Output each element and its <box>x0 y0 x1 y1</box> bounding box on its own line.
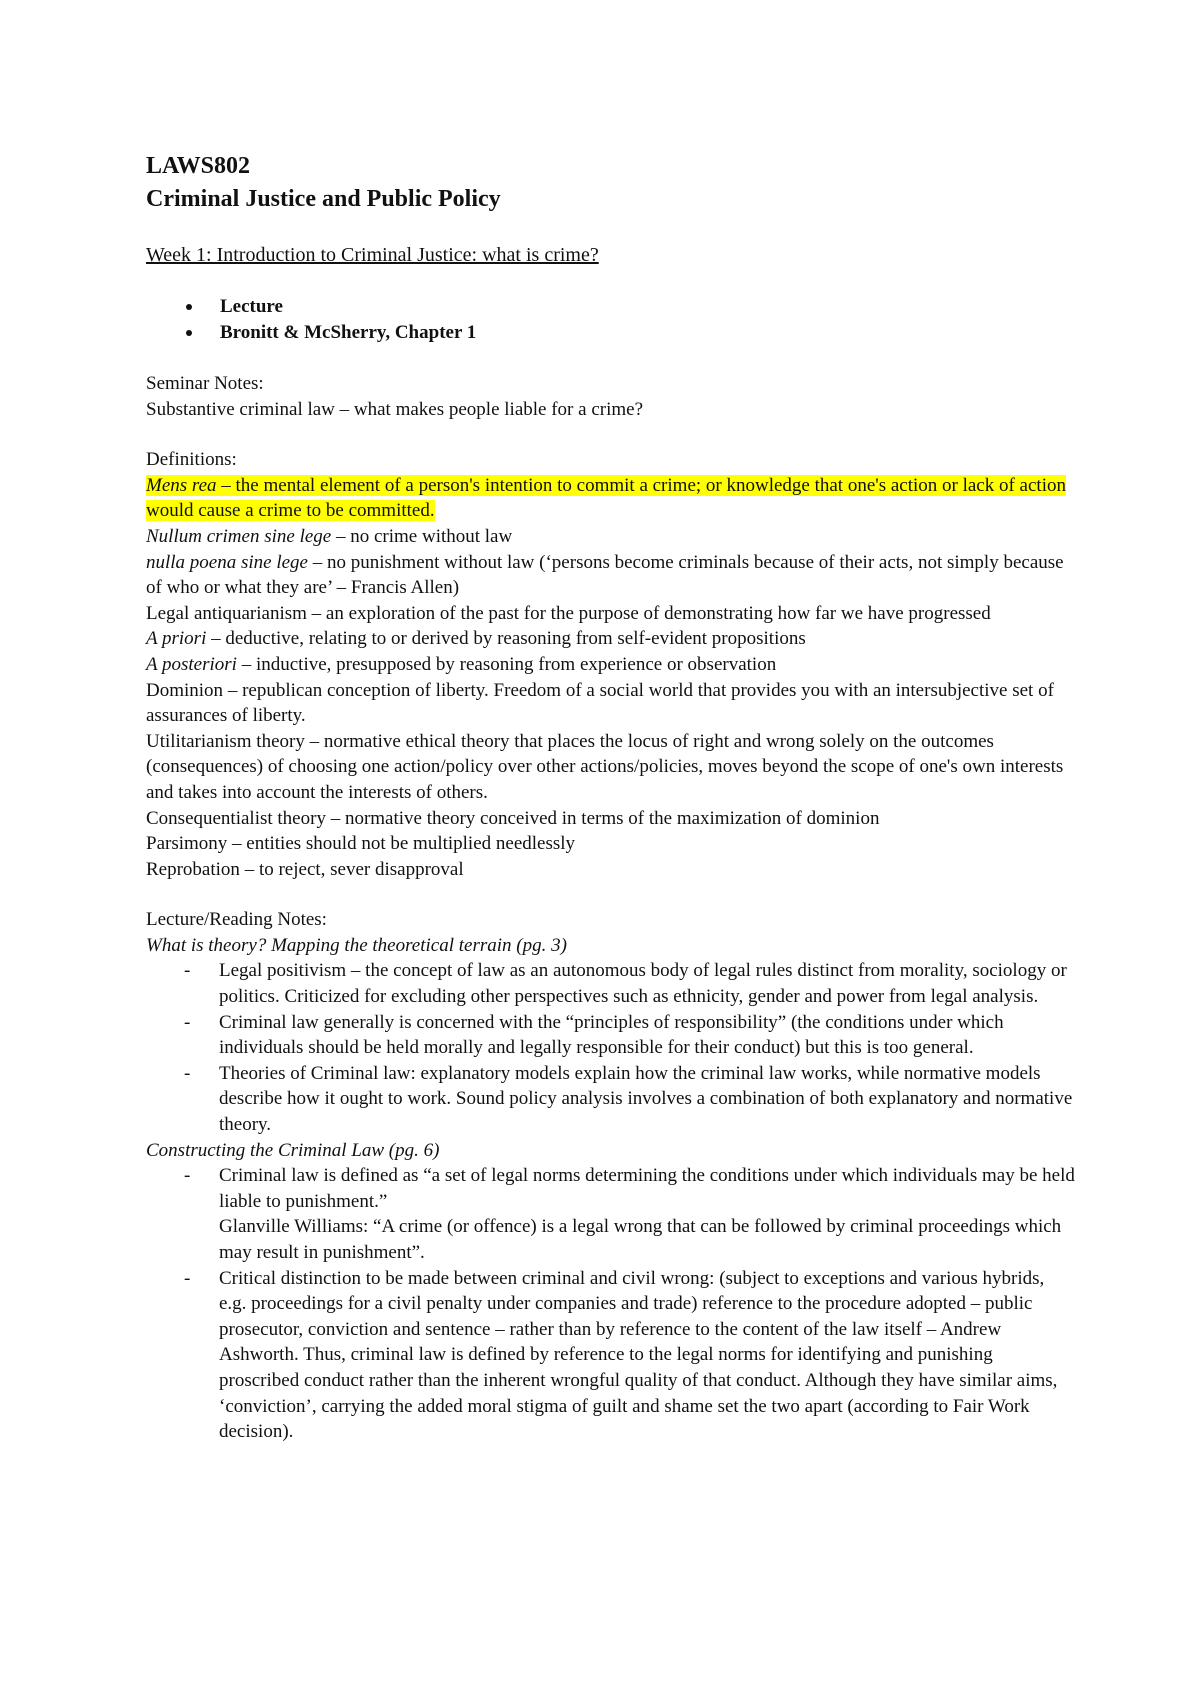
dash-marker: - <box>184 960 191 982</box>
definition-item <box>146 626 1076 652</box>
definitions-heading: Definitions: <box>146 449 237 471</box>
definition-text: – no punishment without law (‘persons become criminals because of their acts, not simply because of who or what they are’ – Francis Allen) <box>146 551 1064 599</box>
section-title: What is theory? Mapping the theoretical terrain (pg. 3) <box>146 934 567 956</box>
list-item-text: Legal positivism – the concept of law as an autonomous body of legal rules distinct from morality, sociology or politics. Criticized for excluding other perspectives such as ethnicity, gender and power from legal analysis. <box>219 960 1067 1008</box>
list-item <box>146 1266 1076 1445</box>
definition-text: – an exploration of the past for the purpose of demonstrating how far we have progressed <box>306 602 991 624</box>
definition-term: nulla poena sine lege <box>146 551 308 573</box>
definition-text: – normative theory conceived in terms of the maximization of dominion <box>325 807 880 829</box>
definition-term: Utilitarianism theory <box>146 730 305 752</box>
definition-text: – inductive, presupposed by reasoning from experience or observation <box>236 653 777 675</box>
definition-item <box>146 806 1076 832</box>
bullet-item <box>146 320 1076 346</box>
definition-text: – entities should not be multiplied needlessly <box>227 833 576 855</box>
bullet-item <box>146 294 1076 320</box>
definition-text: – republican conception of liberty. Freedom of a social world that provides you with an intersubjective set of assurances of liberty. <box>146 679 1054 727</box>
definition-list <box>146 524 1076 882</box>
seminar-heading: Seminar Notes: <box>146 373 264 394</box>
definition-item <box>146 729 1076 806</box>
highlighted-definition <box>146 475 1066 522</box>
section-list <box>146 1163 1076 1445</box>
definition-item <box>146 831 1076 857</box>
definition-item <box>146 524 1076 550</box>
definition-text: – the mental element of a person's intention to commit a crime; or knowledge that one's action or lack of action would cause a crime to be committed. <box>146 474 1066 522</box>
list-item <box>146 1061 1076 1138</box>
definition-text: – deductive, relating to or derived by reasoning from self-evident propositions <box>206 628 806 650</box>
definition-term: Dominion <box>146 679 224 701</box>
definition-text: – normative ethical theory that places the locus of right and wrong solely on the outcomes (consequences) of choosing one action/policy over other actions/policies, moves beyond the scope of one's own interests and takes into account the interests of others. <box>146 730 1064 803</box>
reading-bullets <box>146 294 1076 346</box>
bullet-icon <box>186 330 192 336</box>
definition-term: A posteriori <box>146 653 237 675</box>
definition-term: Mens rea <box>146 474 217 496</box>
list-item <box>146 958 1076 1009</box>
definition-term: Parsimony <box>146 833 228 855</box>
list-item-text: Theories of Criminal law: explanatory models explain how the criminal law works, while normative models describe how it ought to work. Sound policy analysis involves a combination of both explanatory and normative theory. <box>219 1062 1073 1136</box>
definition-term: Reprobation <box>146 858 240 880</box>
definition-item <box>146 601 1076 627</box>
list-item <box>146 1010 1076 1061</box>
dash-marker: - <box>184 1011 191 1033</box>
list-item <box>146 1163 1076 1265</box>
lecture-heading: Lecture/Reading Notes: <box>146 909 327 931</box>
document-body <box>146 150 1076 1445</box>
section-title: Constructing the Criminal Law (pg. 6) <box>146 1139 440 1161</box>
definition-term: Consequentialist theory <box>146 807 326 829</box>
bullet-text: Bronitt & McSherry, Chapter 1 <box>220 322 477 343</box>
definition-text: – no crime without law <box>331 525 513 547</box>
section-list <box>146 958 1076 1137</box>
definition-item <box>146 857 1076 883</box>
definition-term: A priori <box>146 628 207 650</box>
definition-term: Nullum crimen sine lege <box>146 525 332 547</box>
dash-marker: - <box>184 1165 191 1187</box>
course-title: Criminal Justice and Public Policy <box>146 186 501 212</box>
definition-term: Legal antiquarianism <box>146 602 307 624</box>
definition-item <box>146 550 1076 601</box>
definition-item <box>146 652 1076 678</box>
dash-marker: - <box>184 1267 191 1289</box>
definition-mens-rea <box>146 473 1076 524</box>
definition-item <box>146 678 1076 729</box>
dash-marker: - <box>184 1062 191 1084</box>
week-heading: Week 1: Introduction to Criminal Justice: what is crime? <box>146 244 599 266</box>
list-item-text: Criminal law is defined as “a set of legal norms determining the conditions under which individuals may be held liable to punishment.” <box>219 1165 1075 1212</box>
seminar-intro: Substantive criminal law – what makes people liable for a crime? <box>146 398 643 420</box>
list-item-text: Criminal law generally is concerned with the “principles of responsibility” (the conditions under which individuals should be held morally and legally responsible for their conduct) but this is too general. <box>219 1011 1004 1059</box>
bullet-icon <box>186 304 192 310</box>
definition-text: – to reject, sever disapproval <box>239 858 464 880</box>
bullet-text: Lecture <box>220 296 283 317</box>
list-item-text: Critical distinction to be made between criminal and civil wrong: (subject to exceptions and various hybrids, e.g. proceedings for a civil penalty under companies and trade) reference to the procedure adopted – public prosecutor, conviction and sentence – rather than by reference to the content of the law itself – Andrew Ashworth. Thus, criminal law is defined by reference to the legal norms for identifying and punishing proscribed conduct rather than the inherent wrongful quality of that conduct. Although they have similar aims, ‘conviction’, carrying the added moral stigma of guilt and shame set the two apart (according to Fair Work decision). <box>219 1267 1058 1443</box>
course-code: LAWS802 <box>146 153 251 179</box>
list-item-extra: Glanville Williams: “A crime (or offence) is a legal wrong that can be followed by criminal proceedings which may result in punishment”. <box>219 1216 1062 1263</box>
